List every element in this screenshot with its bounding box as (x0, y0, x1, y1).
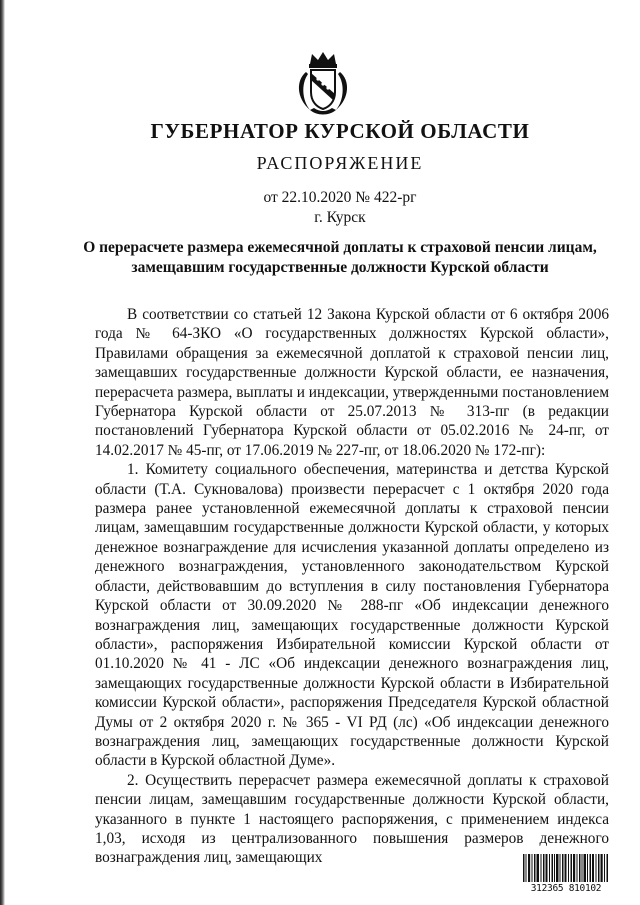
paragraph-item-1: 1. Комитету социального обеспечения, материнства и детства Курской области (Т.А. Сукновалова) произвести перерасчет с 1 октября 2020 года размера ранее установленной ежемесячной доплаты к страховой пенсии лицам, замещавшим государственные должности Курской области, у которых денежное вознаграждение для исчисления указанной доплаты определено из денежного вознаграждения, установленного законодательством Курской области, действовавшим до вступления в силу постановления Губернатора Курской области от 30.09.2020 № 288-пг «Об индексации денежного вознаграждения лиц, замещающих государственные должности Курской области», распоряжения Избирательной комиссии Курской области от 01.10.2020 № 41 - ЛС «Об индексации денежного вознаграждения лиц, замещающих государственные должности Курской области в Избирательной комиссии Курской области», распоряжения Председателя Курской областной Думы от 2 октября 2020 г. № 365 - VI РД (лс) «Об индексации денежного вознаграждения лиц, замещающих государственные должности Курской области в Курской областной Думе». (95, 461, 609, 770)
paragraph-item-2: 2. Осуществить перерасчет размера ежемесячной доплаты к страховой пенсии лицам, замещавшим государственные должности Курской области, указанного в пункте 1 настоящего распоряжения, с применением индекса 1,03, исходя из централизованного повышения размеров денежного вознаграждения лиц, замещающих (95, 771, 609, 867)
barcode-number: 312365 810102 (522, 883, 610, 894)
kursk-coat-of-arms-icon (292, 50, 354, 118)
paragraph-preamble: В соответствии со статьей 12 Закона Курской области от 6 октября 2006 года № 64-ЗКО «О государственных должностях Курской области», Правилами обращения за ежемесячной доплатой к страховой пенсии лиц, замещавших государственные должности Курской области, ее назначения, перерасчета размера, выплаты и индексации, утвержденными постановлением Губернатора Курской области от 25.07.2013 № 313-пг (в редакции постановлений Губернатора Курской области от 05.02.2016 № 24-пг, от 14.02.2017 № 45-пг, от 17.06.2019 № 227-пг, от 18.06.2020 № 172-пг): (95, 306, 609, 459)
governor-title: ГУБЕРНАТОР КУРСКОЙ ОБЛАСТИ (150, 119, 530, 143)
document-heading: О перерасчете размера ежемесячной доплаты к страховой пенсии лицам, замещавшим государственные должности Курской области (83, 239, 597, 276)
document-date-number: от 22.10.2020 № 422-рг (263, 189, 417, 206)
document-type: РАСПОРЯЖЕНИЕ (256, 153, 424, 173)
document-body (95, 305, 609, 868)
document-city: г. Курск (314, 209, 366, 226)
